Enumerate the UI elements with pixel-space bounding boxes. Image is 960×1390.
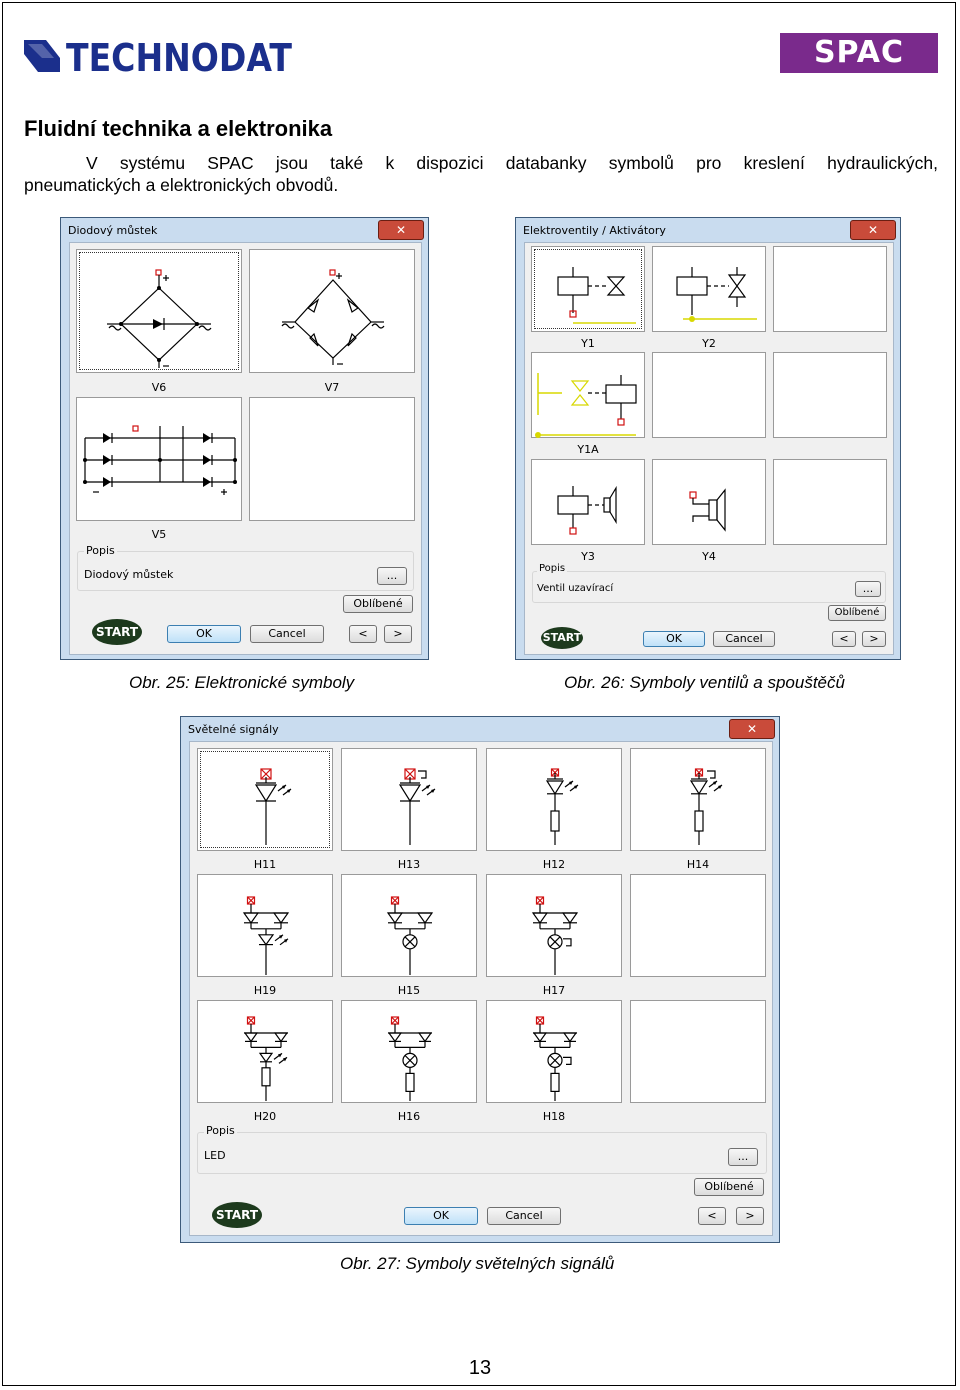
ok-button[interactable]: OK — [404, 1207, 478, 1225]
figure-caption: Obr. 26: Symboly ventilů a spouštěčů — [564, 673, 845, 692]
description-value: Ventil uzavírací — [537, 583, 614, 594]
favorites-button[interactable]: Oblíbené — [343, 595, 413, 613]
symbol-tile[interactable] — [773, 459, 887, 545]
page-number: 13 — [468, 1357, 492, 1379]
cancel-button[interactable]: Cancel — [713, 631, 775, 647]
tile-label: H12 — [542, 858, 566, 871]
two-diodes-lamp-symbol — [342, 875, 478, 978]
prev-button[interactable]: < — [349, 625, 377, 643]
next-button[interactable]: > — [384, 625, 412, 643]
browse-button[interactable]: ... — [855, 581, 881, 597]
tile-label: H14 — [686, 858, 710, 871]
figure-caption: Obr. 25: Elektronické symboly — [129, 673, 355, 692]
symbol-tile[interactable] — [197, 748, 333, 851]
section-title: Fluidní technika a elektronika — [24, 116, 333, 141]
two-diodes-led-resistor-symbol — [198, 1001, 334, 1104]
intro-line-2: pneumatických a elektronických obvodů. — [24, 175, 339, 195]
description-label: Popis — [539, 563, 566, 574]
solenoid-valve-c-symbol — [532, 353, 646, 439]
horn-symbol — [653, 460, 767, 546]
tile-label: V7 — [324, 381, 340, 394]
symbol-tile[interactable] — [630, 874, 766, 977]
symbol-tile[interactable] — [486, 748, 622, 851]
close-button[interactable]: ✕ — [378, 220, 424, 240]
symbol-tile[interactable] — [341, 874, 477, 977]
solenoid-valve-b-symbol — [653, 247, 767, 333]
symbol-tile[interactable] — [486, 1000, 622, 1103]
symbol-tile[interactable] — [76, 397, 242, 521]
symbol-tile[interactable] — [531, 459, 645, 545]
symbol-tile[interactable] — [652, 246, 766, 332]
led-symbol — [198, 749, 334, 852]
tile-label: Y1A — [577, 443, 599, 456]
prev-button[interactable]: < — [698, 1207, 726, 1225]
two-diodes-lamp-contact-symbol — [487, 875, 623, 978]
description-label: Popis — [206, 1124, 235, 1137]
symbol-tile[interactable] — [531, 246, 645, 332]
diode-bridge-1-symbol — [77, 250, 243, 374]
tile-label: H15 — [397, 984, 421, 997]
diode-bridge-dialog — [60, 217, 429, 660]
symbol-tile[interactable] — [249, 397, 415, 521]
dialog-title: Diodový můstek — [68, 224, 158, 237]
intro-paragraph — [24, 152, 938, 196]
description-value: Diodový můstek — [84, 568, 174, 581]
valves-dialog — [515, 217, 901, 660]
next-button[interactable]: > — [862, 631, 886, 647]
start-logo: START — [541, 627, 583, 649]
symbol-tile[interactable] — [249, 249, 415, 373]
tile-label: H16 — [397, 1110, 421, 1123]
description-value: LED — [204, 1149, 226, 1162]
led-contact-symbol — [342, 749, 478, 852]
led-resistor-contact-symbol — [631, 749, 767, 852]
browse-button[interactable]: ... — [728, 1148, 758, 1166]
prev-button[interactable]: < — [832, 631, 856, 647]
tile-label: H13 — [397, 858, 421, 871]
two-diodes-lamp-resistor-symbol — [342, 1001, 478, 1104]
ok-button[interactable]: OK — [167, 625, 241, 643]
favorites-button[interactable]: Oblíbené — [694, 1178, 764, 1196]
favorites-button[interactable]: Oblíbené — [828, 605, 886, 621]
symbol-tile[interactable] — [630, 748, 766, 851]
tile-label: H17 — [542, 984, 566, 997]
solenoid-valve-a-symbol — [532, 247, 646, 333]
cancel-button[interactable]: Cancel — [250, 625, 324, 643]
dialog-title: Světelné signály — [188, 723, 279, 736]
close-button[interactable]: ✕ — [729, 719, 775, 739]
tile-label: Y3 — [581, 550, 595, 563]
symbol-tile[interactable] — [773, 246, 887, 332]
tile-label: H20 — [253, 1110, 277, 1123]
symbol-tile[interactable] — [630, 1000, 766, 1103]
spac-logo: SPAC — [780, 33, 938, 73]
description-group — [197, 1132, 767, 1174]
start-logo: START — [212, 1202, 262, 1228]
solenoid-horn-symbol — [532, 460, 646, 546]
two-diodes-led-symbol — [198, 875, 334, 978]
ok-button[interactable]: OK — [643, 631, 705, 647]
tile-label: H18 — [542, 1110, 566, 1123]
symbol-tile[interactable] — [341, 748, 477, 851]
symbol-tile[interactable] — [197, 1000, 333, 1103]
next-button[interactable]: > — [736, 1207, 764, 1225]
brand-left-text: TECHNODAT — [66, 36, 293, 80]
technodat-logo — [24, 36, 294, 80]
tile-label: H11 — [253, 858, 277, 871]
dialog-client — [189, 741, 773, 1236]
dialog-client — [524, 242, 894, 655]
browse-button[interactable]: ... — [377, 567, 407, 585]
symbol-tile[interactable] — [652, 352, 766, 438]
two-diodes-lamp-contact-resistor-symbol — [487, 1001, 623, 1104]
symbol-tile[interactable] — [197, 874, 333, 977]
empty-symbol — [631, 875, 767, 978]
symbol-tile[interactable] — [531, 352, 645, 438]
cancel-button[interactable]: Cancel — [487, 1207, 561, 1225]
symbol-tile[interactable] — [652, 459, 766, 545]
dialog-client — [69, 242, 422, 655]
tile-label: Y1 — [581, 337, 595, 350]
intro-line-1: V systému SPAC jsou také k dispozici databanky symbolů pro kreslení hydraulických, — [86, 153, 938, 173]
symbol-tile[interactable] — [341, 1000, 477, 1103]
tile-label: Y4 — [702, 550, 716, 563]
symbol-tile[interactable] — [486, 874, 622, 977]
tile-label: H19 — [253, 984, 277, 997]
tile-label: V6 — [151, 381, 167, 394]
tile-label: V5 — [151, 528, 167, 541]
led-resistor-symbol — [487, 749, 623, 852]
start-logo: START — [92, 619, 142, 645]
light-signals-dialog — [180, 716, 780, 1243]
diode-bridge-3-symbol — [77, 398, 243, 522]
empty-symbol — [631, 1001, 767, 1104]
description-label: Popis — [86, 544, 115, 557]
symbol-tile[interactable] — [76, 249, 242, 373]
dialog-title: Elektroventily / Aktivátory — [523, 224, 666, 237]
figure-caption: Obr. 27: Symboly světelných signálů — [340, 1254, 615, 1273]
tile-label: Y2 — [702, 337, 716, 350]
close-button[interactable]: ✕ — [850, 220, 896, 240]
symbol-tile[interactable] — [773, 352, 887, 438]
diode-bridge-2-symbol — [250, 250, 416, 374]
